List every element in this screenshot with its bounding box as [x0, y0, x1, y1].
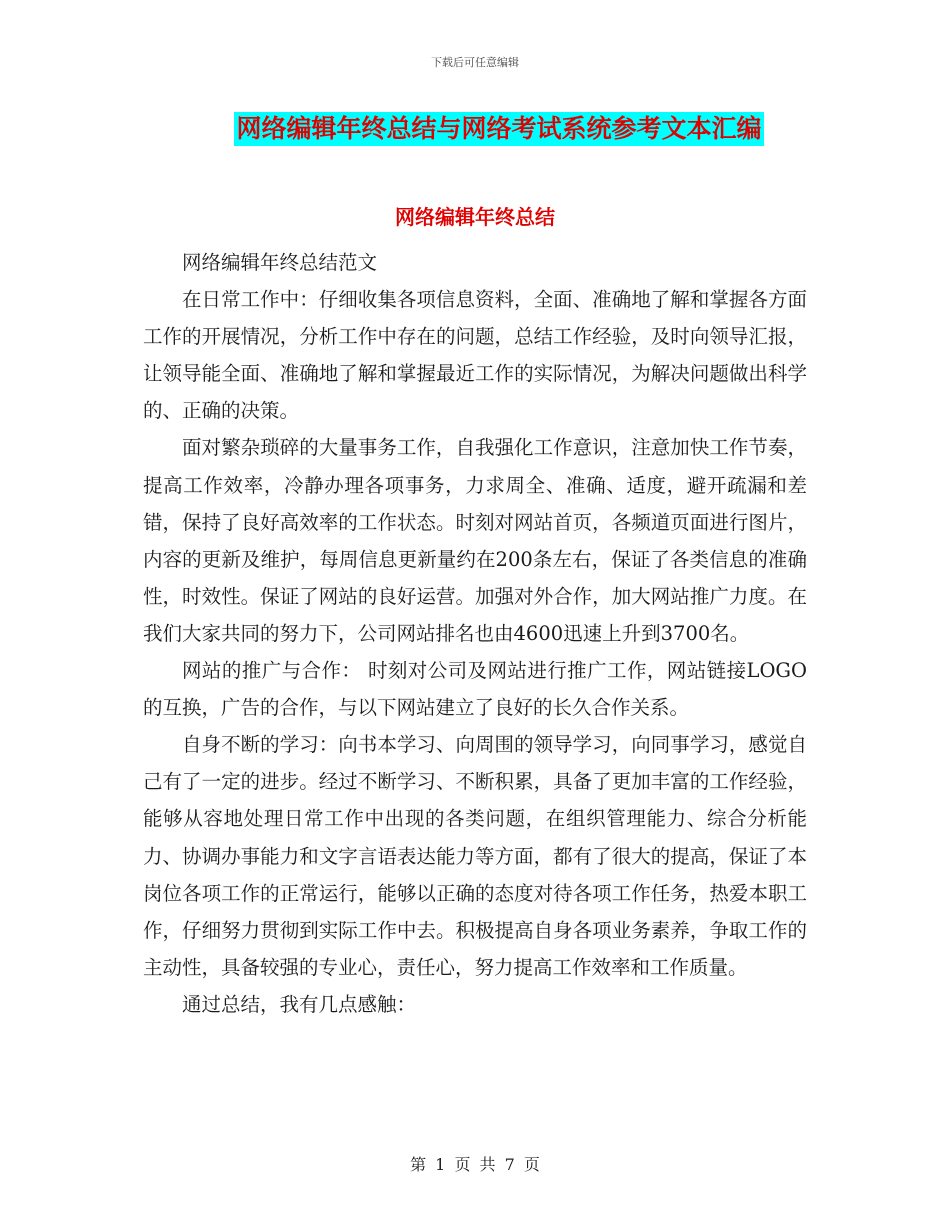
paragraph: 在日常工作中：仔细收集各项信息资料，全面、准确地了解和掌握各方面工作的开展情况，分析工作中存在的问题，总结工作经验，及时向领导汇报，让领导能全面、准确地了解和掌握最近工作的实际情况，为解决问题做出科学的、正确的决策。	[143, 288, 807, 423]
document-title-container	[0, 112, 950, 146]
paragraph: 通过总结，我有几点感触：	[182, 992, 417, 1016]
paragraph: 自身不断的学习：向书本学习、向周围的领导学习，向同事学习，感觉自己有了一定的进步。经过不断学习、不断积累，具备了更加丰富的工作经验，能够从容地处理日常工作中出现的各类问题，在组织管理能力、综合分析能力、协调办事能力和文字言语表达能力等方面，都有了很大的提高，保证了本岗位各项工作的正常运行，能够以正确的态度对待各项工作任务，热爱本职工作，仔细努力贯彻到实际工作中去。积极提高自身各项业务素养，争取工作的主动性，具备较强的专业心，责任心，努力提高工作效率和工作质量。	[143, 733, 807, 979]
header-note: 下载后可任意编辑	[431, 56, 519, 69]
body-text	[143, 244, 807, 1023]
paragraph: 网站的推广与合作： 时刻对公司及网站进行推广工作，网站链接LOGO的互换，广告的合作，与以下网站建立了良好的长久合作关系。	[143, 659, 807, 720]
paragraph-subtitle: 网络编辑年终总结范文	[182, 251, 378, 274]
page-footer: 第 1 页 共 7 页	[410, 1155, 540, 1174]
paragraph: 面对繁杂琐碎的大量事务工作，自我强化工作意识，注意加快工作节奏，提高工作效率，冷静办理各项事务，力求周全、准确、适度，避开疏漏和差错，保持了良好高效率的工作状态。时刻对网站首页，各频道页面进行图片，内容的更新及维护，每周信息更新量约在200条左右，保证了各类信息的准确性，时效性。保证了网站的良好运营。加强对外合作，加大网站推广力度。在我们大家共同的努力下，公司网站排名也由4600迅速上升到3700名。	[143, 436, 807, 645]
document-title: 网络编辑年终总结与网络考试系统参考文本汇编	[234, 112, 763, 146]
section-title: 网络编辑年终总结	[395, 205, 555, 229]
